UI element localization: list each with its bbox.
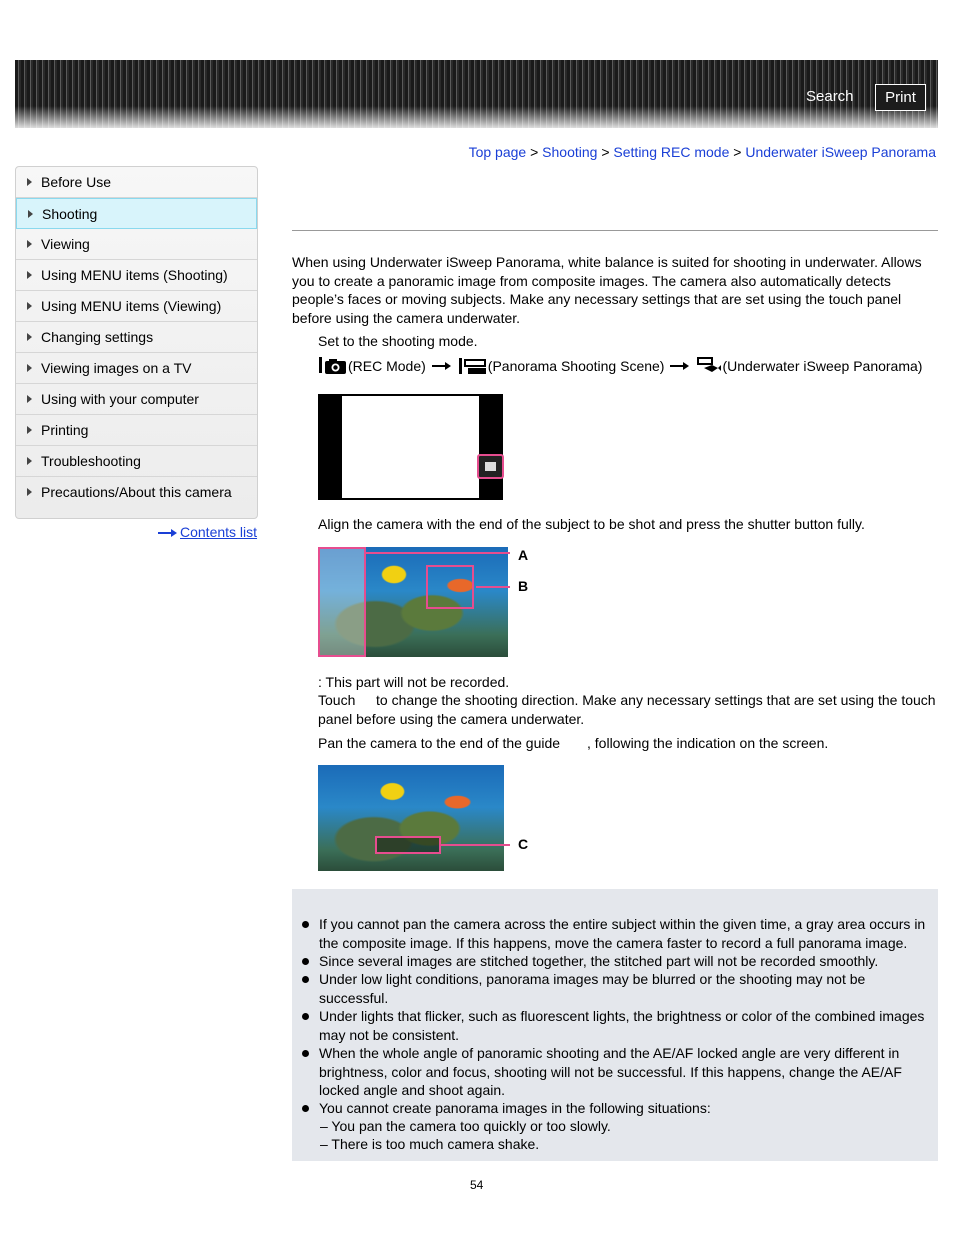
direction-arrow-highlight — [426, 565, 474, 609]
step-2-text: Align the camera with the end of the subject to be shot and press the shutter button fully. — [318, 516, 865, 532]
contents-list-link[interactable] — [158, 524, 257, 540]
sidebar-item-label: Shooting — [42, 206, 98, 222]
note-item — [319, 1007, 929, 1044]
triangle-right-icon — [27, 240, 32, 248]
mode-button-highlight — [477, 454, 504, 479]
rec-mode-label: (REC Mode) — [348, 358, 426, 374]
breadcrumb-separator: > — [601, 144, 610, 160]
sidebar-item-menu-viewing[interactable] — [16, 291, 257, 322]
screen-display-area — [342, 396, 479, 498]
note-text: If you cannot pan the camera across the entire subject within the given time, a gray area occurs in the composite image. If this happens, move the camera faster to record a full panorama image. — [319, 916, 926, 951]
underwater-panorama-label: (Underwater iSweep Panorama) — [722, 358, 923, 374]
note-item — [319, 1099, 929, 1118]
bullet-icon — [302, 976, 309, 983]
search-link[interactable]: Search — [806, 88, 854, 105]
note-text: Under lights that flicker, such as fluorescent lights, the brightness or color of the combined images may not be consistent. — [319, 1008, 925, 1043]
bullet-icon — [302, 1013, 309, 1020]
bullet-icon — [302, 958, 309, 965]
callout-line-c — [441, 844, 510, 846]
sidebar-item-printing[interactable] — [16, 415, 257, 446]
sidebar-item-label: Using MENU items (Shooting) — [41, 267, 228, 283]
panorama-guide-screen-image — [318, 765, 504, 871]
sidebar-item-label: Using with your computer — [41, 391, 199, 407]
callout-label-a: A — [518, 547, 529, 563]
touch-word: Touch — [318, 692, 356, 708]
step-3-text-a: Pan the camera to the end of the guide — [318, 735, 561, 751]
triangle-right-icon — [27, 457, 32, 465]
touch-instruction-line-1: to change the shooting direction. Make any necessary settings that are set using the touch — [376, 692, 936, 708]
note-item — [319, 970, 929, 1007]
bullet-icon — [302, 921, 309, 928]
sidebar-item-label: Before Use — [41, 174, 112, 190]
note-sub-item: – There is too much camera shake. — [320, 1136, 540, 1152]
breadcrumb-separator: > — [733, 144, 742, 160]
triangle-right-icon — [27, 395, 32, 403]
sidebar-item-label: Viewing images on a TV — [41, 360, 192, 376]
sidebar-item-label: Precautions/About this camera — [41, 484, 232, 500]
title-divider — [292, 230, 938, 231]
camera-screen-mode-image — [318, 394, 503, 500]
note-item — [319, 915, 929, 952]
sidebar-item-troubleshooting[interactable] — [16, 446, 257, 477]
touch-instruction-line-2: panel before using the camera underwater. — [318, 711, 585, 727]
triangle-right-icon — [27, 271, 32, 279]
unrecorded-area-highlight — [318, 547, 366, 657]
note-text: When the whole angle of panoramic shooting and the AE/AF locked angle are very different in brightness, color and focus, shooting will not be successful. If this happens, change the AE/AF locked angle and shoot again. — [319, 1045, 902, 1098]
panorama-start-screen-image — [318, 547, 508, 657]
sidebar-item-menu-shooting[interactable] — [16, 260, 257, 291]
underwater-panorama-icon — [696, 356, 722, 376]
sidebar-item-precautions[interactable] — [16, 477, 257, 508]
callout-line-b — [476, 586, 510, 588]
callout-line-a — [366, 552, 510, 554]
step-3-text-b: , following the indication on the screen. — [587, 735, 829, 751]
step-1-text: Set to the shooting mode. — [318, 333, 478, 349]
header-bar — [15, 60, 938, 128]
breadcrumb-current-page[interactable]: Underwater iSweep Panorama — [745, 144, 936, 160]
underwater-photo — [318, 765, 504, 871]
triangle-right-icon — [27, 488, 32, 496]
panorama-scene-icon — [458, 357, 488, 375]
breadcrumb-separator: > — [530, 144, 539, 160]
panorama-scene-label: (Panorama Shooting Scene) — [487, 358, 665, 374]
page-number: 54 — [470, 1178, 484, 1192]
arrow-right-icon — [670, 362, 690, 370]
notes-box — [292, 889, 938, 1161]
sidebar-item-label: Printing — [41, 422, 89, 438]
sidebar-item-label: Changing settings — [41, 329, 154, 345]
note-a-text: : This part will not be recorded. — [318, 674, 510, 690]
triangle-right-icon — [27, 178, 32, 186]
mode-path — [318, 356, 922, 376]
sidebar-item-label: Viewing — [41, 236, 90, 252]
note-sub-item: – You pan the camera too quickly or too slowly. — [320, 1118, 611, 1134]
sidebar-item-label: Using MENU items (Viewing) — [41, 298, 222, 314]
bullet-icon — [302, 1105, 309, 1112]
contents-list-label: Contents list — [180, 524, 258, 540]
breadcrumb-top-page[interactable]: Top page — [468, 144, 527, 160]
triangle-right-icon — [28, 210, 33, 218]
arrow-right-icon — [158, 529, 178, 537]
note-text: Under low light conditions, panorama images may be blurred or the shooting may not be successful. — [319, 971, 866, 1006]
breadcrumb-setting-rec-mode[interactable]: Setting REC mode — [613, 144, 730, 160]
breadcrumb-shooting[interactable]: Shooting — [542, 144, 598, 160]
bullet-icon — [302, 1050, 309, 1057]
sidebar-nav — [15, 166, 258, 519]
arrow-right-icon — [432, 362, 452, 370]
rec-mode-icon — [318, 357, 348, 375]
sidebar-item-before-use[interactable] — [16, 167, 257, 198]
triangle-right-icon — [27, 426, 32, 434]
print-button[interactable]: Print — [875, 84, 926, 111]
triangle-right-icon — [27, 364, 32, 372]
sidebar-item-shooting[interactable] — [16, 198, 257, 229]
sidebar-item-changing-settings[interactable] — [16, 322, 257, 353]
note-text: Since several images are stitched together, the stitched part will not be recorded smoothly. — [319, 953, 879, 969]
callout-label-c: C — [518, 836, 529, 852]
note-item — [319, 1044, 929, 1100]
note-item — [319, 952, 929, 971]
triangle-right-icon — [27, 333, 32, 341]
sidebar-item-viewing-tv[interactable] — [16, 353, 257, 384]
note-text: You cannot create panorama images in the following situations: — [319, 1100, 711, 1116]
sidebar-item-viewing[interactable] — [16, 229, 257, 260]
sidebar-item-label: Troubleshooting — [41, 453, 141, 469]
breadcrumb — [469, 144, 936, 160]
triangle-right-icon — [27, 302, 32, 310]
callout-label-b: B — [518, 578, 529, 594]
sidebar-item-computer[interactable] — [16, 384, 257, 415]
intro-paragraph: When using Underwater iSweep Panorama, white balance is suited for shooting in underwater. Allows you to create a panoramic image from composite images. The camera also automatically detects people’s faces or moving subjects. Make any necessary settings that are set using the touch panel before using the camera underwater. — [292, 254, 922, 326]
guide-bar-highlight — [375, 836, 441, 854]
